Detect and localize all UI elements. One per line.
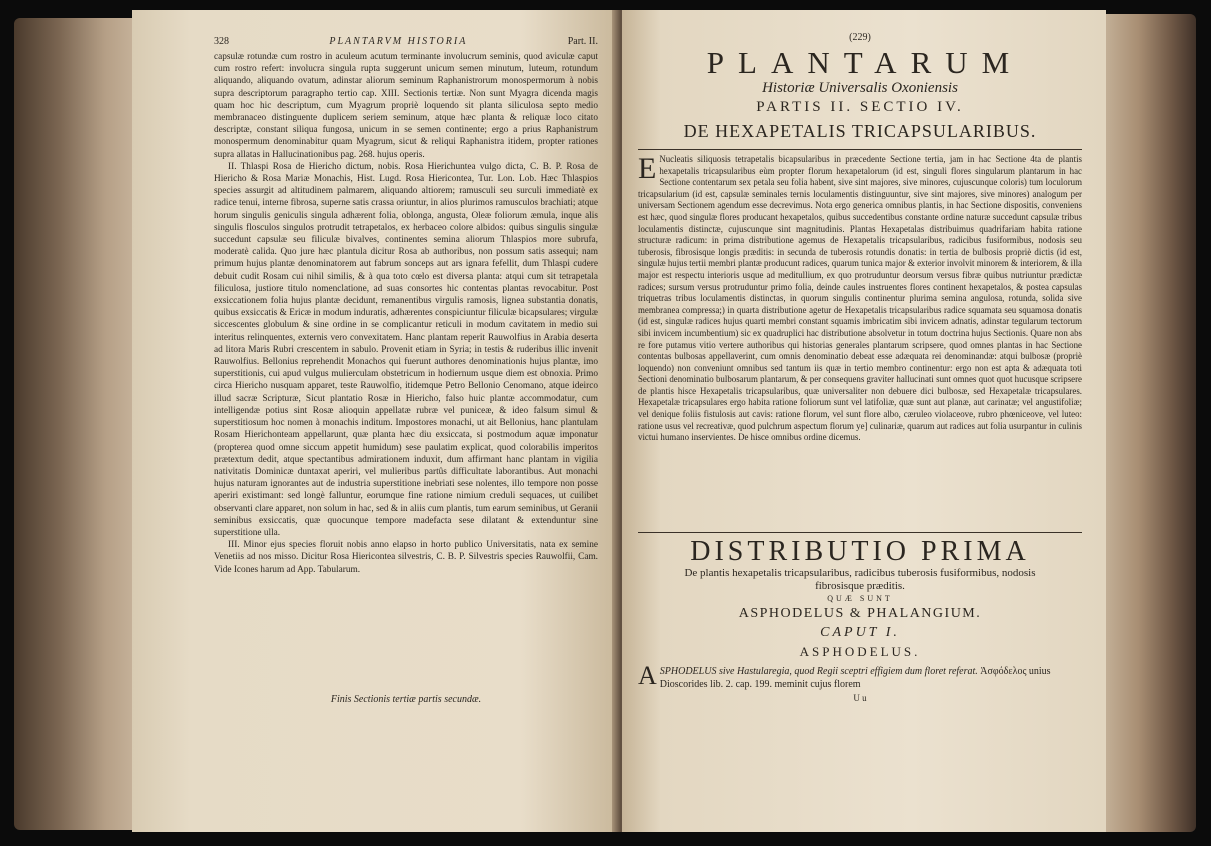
genus-heading: ASPHODELUS. (799, 644, 921, 659)
part-label: Part. II. (567, 36, 598, 47)
part-section-heading: PARTIS II. SECTIO IV. (756, 99, 964, 115)
distributio-heading: DISTRIBUTIO PRIMA (690, 536, 1030, 567)
intro-text (638, 154, 1082, 526)
divider (638, 149, 1082, 150)
asphodelus-text (638, 661, 1082, 691)
left-page-edges (14, 18, 144, 830)
running-title: PLANTARVM HISTORIA (329, 36, 468, 47)
paragraph: capsulæ rotundæ cum rostro in aculeum acutum terminante involucrum seminis, quod aviculæ caput cum rostro refert: involucra singula rupta suggerunt unicum semen minutum, luteum, rotundum aliquando, aliquando ovatum, adinstar aliorum seminum Raphanistrorum monospermorum à nobis supra descriptorum paragrapho tertio cap. XIII. Sectionis tertiæ. Non sunt Myagra dicenda magis quam hoc hic descriptum, cum Myagrum propriè loquendo sit planta siliculosa septo medio membranaceo distinguente duplicem seriem seminum, atque hæc planta & reliquæ loco citato descriptæ, constant siliqua fungosa, unicum in se semen continente; ergo a prius Raphanistrum monospermum denominabitur quam Myagrum, sicut & reliqui Raphanistra itidem, propter rationes supra allatas in Hallucinationibus pag. 268. hujus operis. (214, 52, 598, 160)
quae-sunt: QUÆ SUNT (827, 594, 893, 603)
drop-cap: A (638, 661, 657, 690)
left-page (132, 10, 618, 832)
page-number: 328 (214, 36, 229, 47)
signature-mark: U u (853, 693, 867, 703)
asphodelus-greek: Ἀσφόδελος unius Dioscorides lib. 2. cap. 199. meminit cujus florem (659, 666, 1051, 690)
left-body-text (214, 51, 598, 641)
drop-cap: E (638, 154, 657, 185)
main-title: PLANTARUM (706, 45, 1024, 80)
asphodelus-intro: SPHODELUS sive Hastularegia, quod Regii sceptri effigiem dum floret referat. (659, 666, 978, 677)
page-number: (229) (849, 32, 871, 43)
right-page-edges (1100, 14, 1196, 832)
finis-line: Finis Sectionis tertiæ partis secundæ. (330, 694, 482, 705)
subtitle: Historiæ Universalis Oxoniensis (762, 80, 958, 96)
distributio-subtitle: De plantis hexapetalis tricapsularibus, radicibus tuberosis fusiformibus, nodosis fibrosisque præditis. (684, 567, 1036, 592)
genera-heading: ASPHODELUS & PHALANGIUM. (738, 606, 982, 621)
paragraph: III. Minor ejus species floruit nobis anno elapso in horto publico Universitatis, nata ex semine Venetiis ad nos misso. Dicitur Rosa Hiericontea silvestris, C. B. P. Silvestris species Rauwolfii, Cam. Vide Icones harum ad App. Tabularum. (214, 540, 598, 575)
divider (638, 532, 1082, 533)
paragraph: II. Thlaspi Rosa de Hiericho dictum, nobis. Rosa Hierichuntea vulgo dicta, C. B. P. Rosa de Hiericho & Rosa Mariæ Monachis, Hist. Lugd. Rosa Hiericontea, Tur. Lon. Lob. Hæc Thlaspios species assurgit ad altitudinem palmarem, aliquando altiorem; ramusculi seu surculi immediatè ex radice tenui, interne fibrosa, superne satis crassa oriuntur, in alios plurimos ramusculos brachiati; atque horum singulis geniculis singula adhærent folia, oblonga, angusta, Oleæ foliorum æmula, inque alis singulis flosculos singulos protrudit tetrapetalos, ex herbaceo colore albidos: quibus singulis singulæ succedunt capsulæ seu filiculæ bivalves, continentes semina aliorum Thlaspios more subrufa, moderatè calida. Quo jure hæc plantula dicitur Rosa ab authoribus, non possum satis assequi; nam primum hujus plantæ denominatorem aut fabrum sonceps aut ars ignara fefellit, dum Thlaspi cudere debuit cudit Rosam cui nihil similis, & à qua toto cœlo est diversa planta: atqui cum sit tetrapetala filiculosa, justiore titulo nomenclatione, ad suas consortes hic contentas plantas revocabitur. Post exsiccationem folia hujus plantæ decidunt, remanentibus virgulis ramosis, lignea substantia donatis, quibus exsiccatis & Ericæ in modum induratis, adhærentes conspiciuntur filiculæ bicapsulares; virgulæ siccescentes globulum & sine ordine in se complicantur reticuli in modum cavitatem in medio sui interitus relinquentes, externis vero convexitatem. Hanc plantam reperit Rauwolfius in Arabia deserta ad litora Maris Rubri crescentem in sabulo. Provenit etiam in Syria; in testis & ruderibus illic invenit Rauwolfius. Bellonius reprehendit Monachos qui fuerunt authores denominationis hujus plantæ, imo superstitionis, cui apud vulgus mulierculam obstetricum in hodiernum usque diem est obnoxia. Primo circa Hiericho nusquam apparet, teste Rauwolfio, itidemque Petro Bellonio Cenomano, atque ideirco illud sacræ Scripturæ, Sicut plantatio Rosæ in Hiericho, falso huic plantæ accommodatur, cum intelligendæ potius sint Rosæ alioquin appellatæ rubræ vel puniceæ, & ideo falsum simul & superstitiosum hoc nomen à monachis inditum. Impostores monachi, ut ait Bellonius, hanc plantulam Rosam Hierichonteam appellarunt, quæ planta hæc diu exsiccata, si postmodum aquæ imponatur (propterea quod omne siccum appetit humidum) sese paulatim explicat, quod colorabilis imperitos prætextum dedit, atque spectantibus admirationem induxit, dum affirmant hanc plantam in vigilia nativitatis Dominicæ duntaxat aperiri, vel mulieribus partûs difficultate laborantibus. Aut monachi hujus naturam ignorantes aut de industria superstitione inebriati sese nolentes, illo tempore non posse aperiri existimant: sed longè falluntur, eorumque fine ratione nimium creduli sequaces, ut cuilibet observanti clare apparet, non solum in hac, sed & in aliis cum plantis, tum earum seminibus, ut Geranii seminibus exsiccatis, quæ quocunque tempore madefacta sese dilatant & extenduntur sine superstitione ulla. (214, 161, 598, 538)
caput-heading: CAPUT I. (820, 625, 900, 640)
running-head (214, 36, 598, 50)
section-title: DE HEXAPETALIS TRICAPSULARIBUS. (683, 121, 1037, 141)
right-page (622, 10, 1106, 832)
intro-paragraph: Nucleatis siliquosis tetrapetalis bicapsularibus in præcedente Sectione tertia, jam in hac Sectione 4ta de plantis hexapetalis tricapsularibus eùm propter florum hexapetalorum (id est, singuli flores singularum plantarum in hac Sectione contentarum sex petala seu folia habent, sive sint majores, sive minores, cujuscunque coloris) tum loculorum tricapsularium (id est, capsulæ seminales ternis loculamentis distinguuntur, sive sint majores, sive minores) analogum per universam Sectionem agendum esse decrevimus. Nota ergo generica omnibus plantis, in hac Sectione dispositis, conveniens est hæc, quod singulæ flores producant hexapetalos, quibus succedentibus constante ordine naturæ succedunt capsulæ tribus loculamentis distinctæ, cujuscunque sint magnitudinis. Plantas Hexapetalas distribuimus quadrifariam habita ratione structuræ radicum: in prima distributione agemus de Hexapetalis tricapsularibus, radicibus fusiformibus, nodosis seu tuberosis, fibrosisque longis præditis: in secunda de tuberosis rotundis donatis: in tertia de bulbosis propriè dictis (id est, singulæ hujus tertii membri plantæ producunt radices, quarum tunica major & exterior involvit minorem & interiorem, & illa major est respectu interioris usque ad meditullium, ex quo protruduntur deorsum versus fibræ quibus nutriuntur prædictæ radices; sursum versus protruduntur primo folia, deinde caules instruentes flores continent hexapetalos, & postea capsulas triquetras tribus loculamentis distinctas, in quorum singulis continentur plurima semina angulosa, rotunda, solida sive membranea compressa;) in quarta distributione agetur de Hexapetalis tricapsularibus radice squamata seu squamosa donatis (id est, singulæ radices hujus quarti membri constant squamis imbricatim sibi invicem adnatis, adinstar tegularum tectorum sibi invicem incumbentium) sic ex quadruplici hac distributione absolvetur in totum doctrina hujus Sectionis. Quare non abs re fore putamus vitio vertere authoribus qui historias generales plantarum scripsere, quod omnes plantas in hac Sectione contentas bulbosas appellaverint, cum omnis denominatio debeat esse adæquata rei denominandæ: atqui bulbosæ (propriè loquendo) non conveniunt omnibus sed tantum iis quæ in tertio membro continentur: ergo non est apta & adæquata toti Sectioni denominatio bulbosarum plantarum, & per consequens graviter hallucinati sunt omnes quot quot hucusque scripsere de plantis hisce Hexapetalis tricapsularibus, quæ universaliter non debuere dici bulbosæ, sed Hexapetalæ tricapsulares. Hexapetalæ tricapsulares ergo habita ratione foliorum sunt vel latifoliæ, quæ sunt aut planæ, aut carinatæ; vel angustifoliæ; vel denique foliis fistulosis aut cavis: ratione florum, vel sunt flore albo, cæruleo violaceove, rubro phœniceove, vel luteo: ratione usus vel recreativæ, quod pulchrum aspectum florum ye] culinariæ, quarum aut radices aut folia usurpantur in culinis victui humano inservientes. De hisce omnibus ordine dicemus. (638, 154, 1082, 443)
